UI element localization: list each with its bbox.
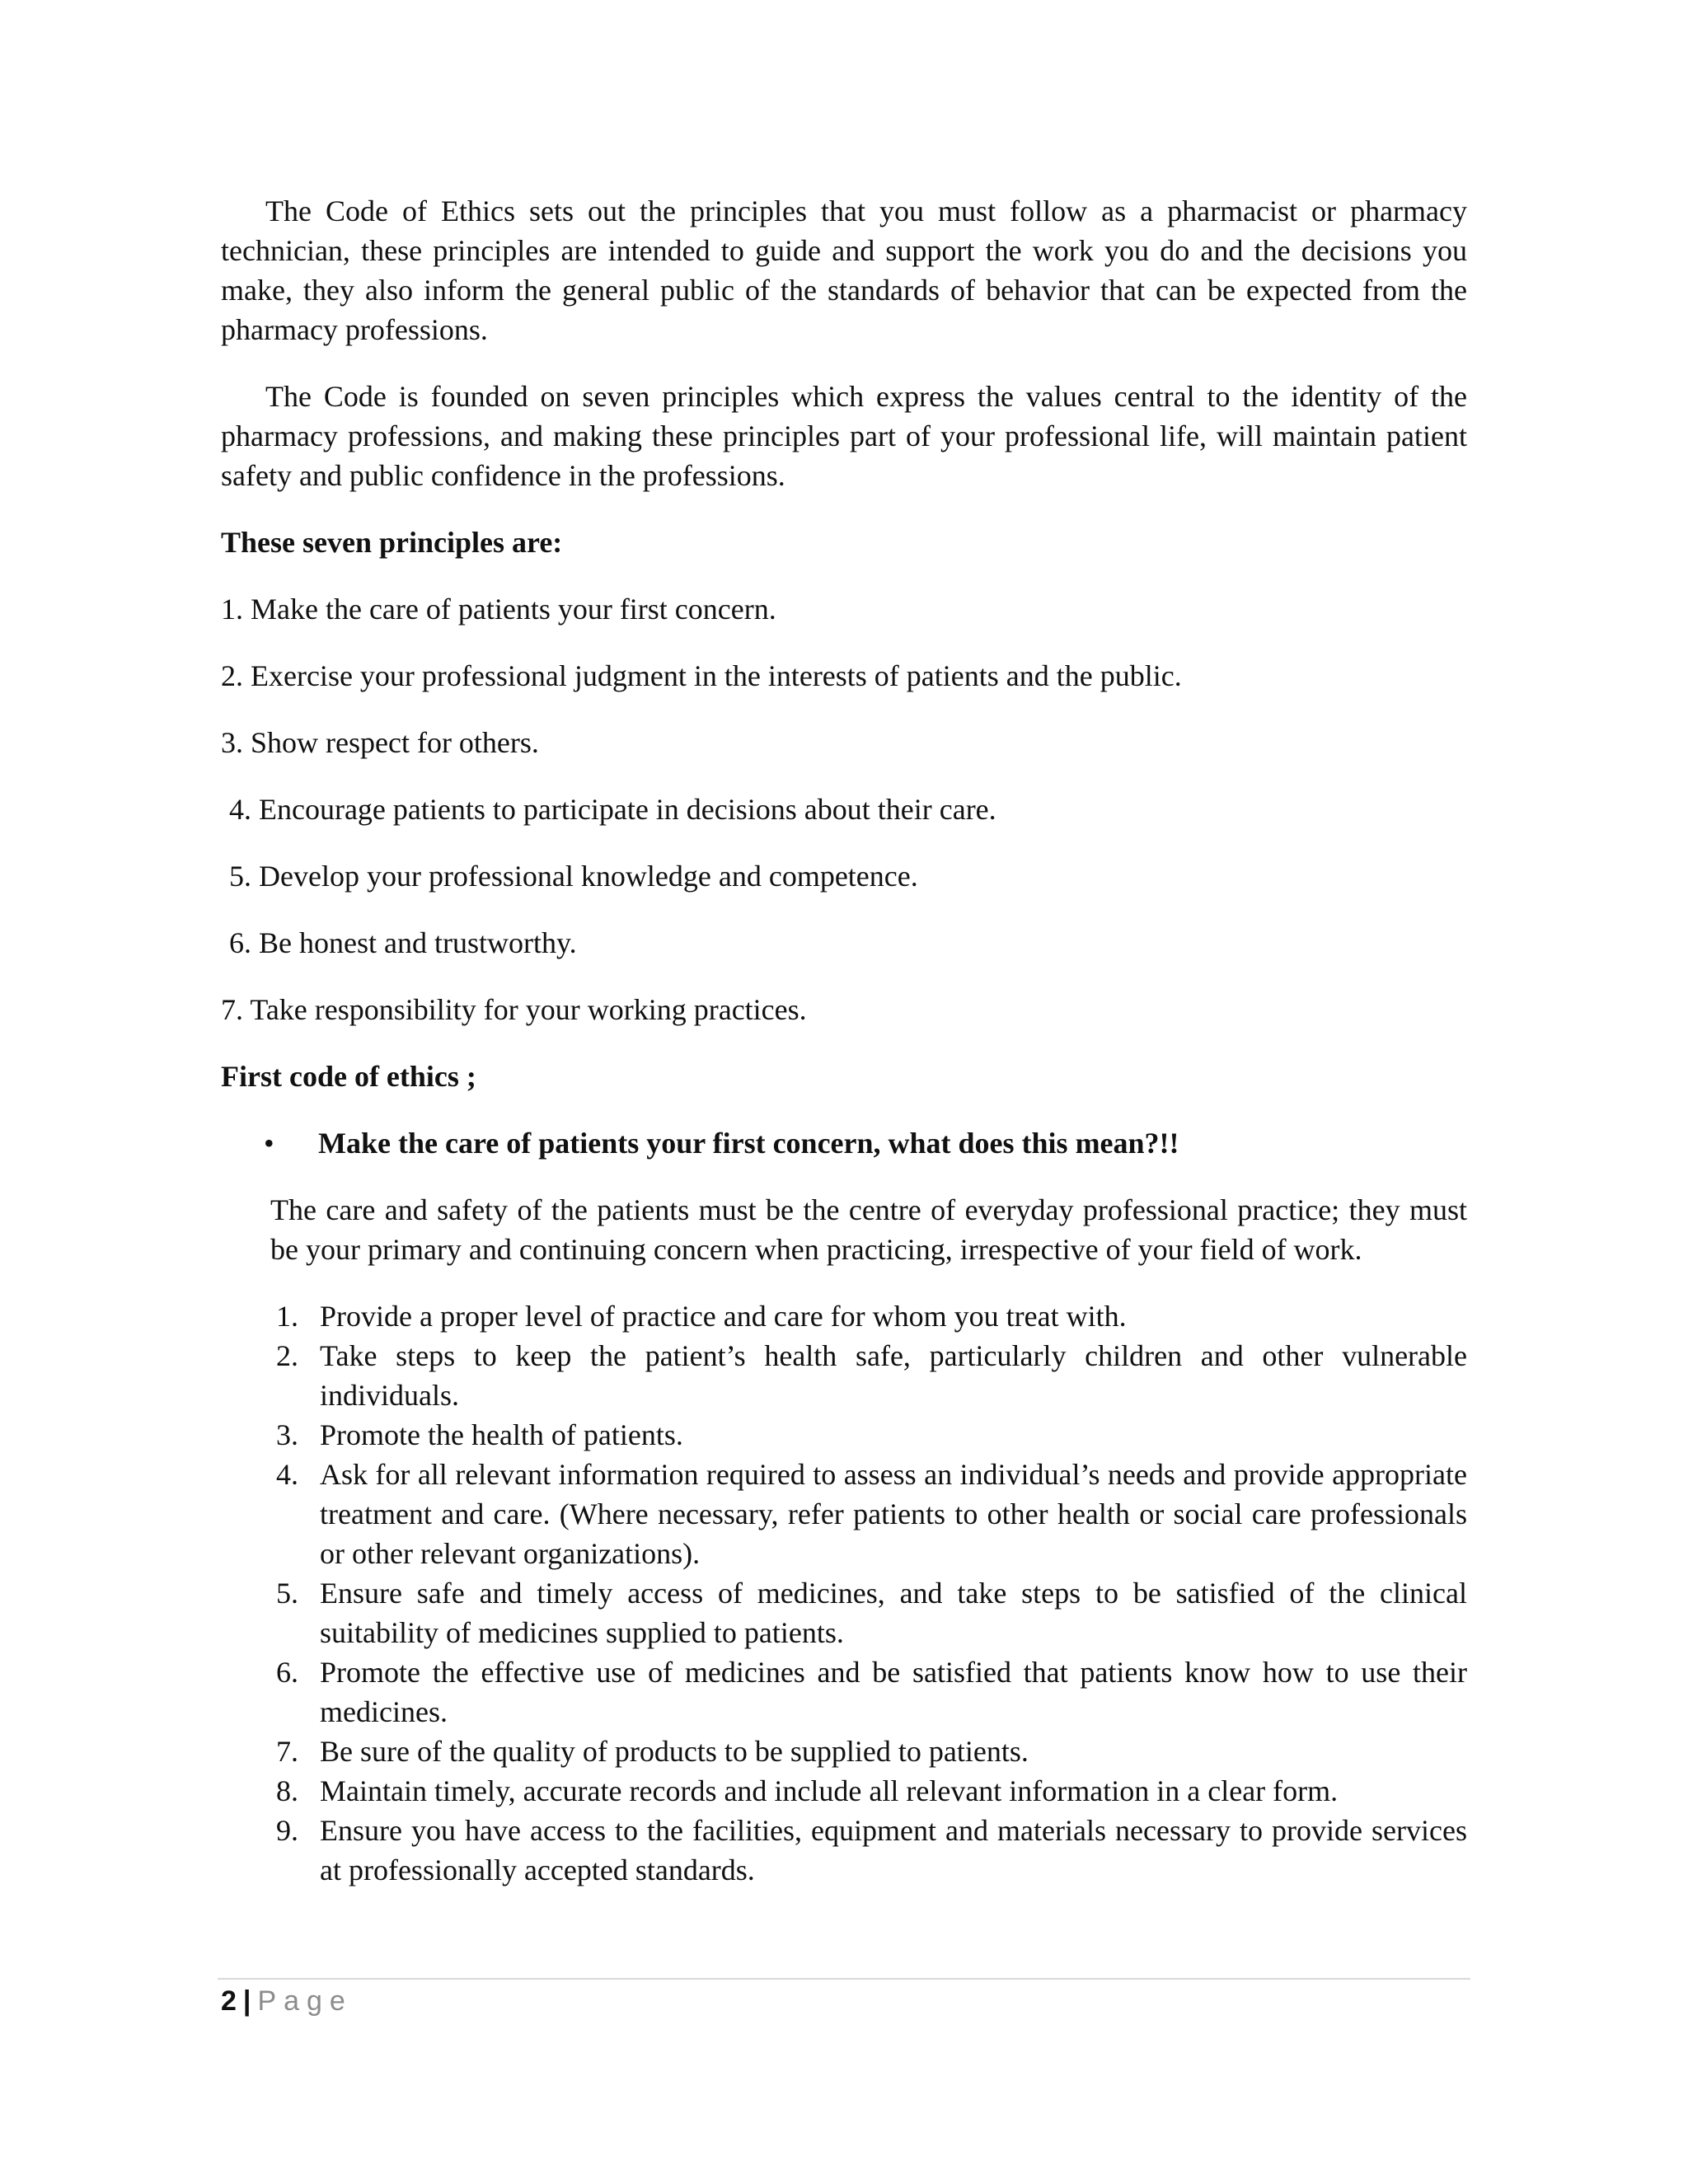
page-label: Page xyxy=(257,1985,353,2017)
first-code-explanation: The care and safety of the patients must be the centre of everyday professional practice; they must be your primary and continuing concern when practicing, irrespective of your field of work. xyxy=(270,1193,1467,1266)
list-item-number: 6. xyxy=(276,1656,298,1689)
list-item xyxy=(221,1771,1467,1811)
footer-separator: | xyxy=(242,1985,251,2017)
list-item-text: Promote the health of patients. xyxy=(320,1418,683,1451)
list-item-number: 8. xyxy=(276,1774,298,1807)
first-code-heading: First code of ethics ; xyxy=(221,1060,476,1093)
list-item xyxy=(221,1652,1467,1732)
intro-paragraph-1: The Code of Ethics sets out the principles that you must follow as a pharmacist or pharmacy technician, these principles are intended to guide and support the work you do and the decisions you make, they also inform the general public of the standards of behavior that can be expected from the pharmacy professions. xyxy=(221,194,1467,346)
principle-item-6: 6. Be honest and trustworthy. xyxy=(229,926,577,959)
list-item xyxy=(221,1415,1467,1455)
list-item-text: Provide a proper level of practice and care for whom you treat with. xyxy=(320,1300,1127,1333)
list-item-number: 1. xyxy=(276,1300,298,1333)
list-item-text: Promote the effective use of medicines and be satisfied that patients know how to use their medicines. xyxy=(320,1656,1467,1728)
page-number: 2 xyxy=(221,1985,237,2017)
list-item-text: Ensure you have access to the facilities, equipment and materials necessary to provide services at professionally accepted standards. xyxy=(320,1814,1467,1886)
list-item xyxy=(221,1336,1467,1415)
list-item xyxy=(221,1732,1467,1771)
list-item-text: Be sure of the quality of products to be supplied to patients. xyxy=(320,1735,1029,1768)
principles-heading: These seven principles are: xyxy=(221,526,563,559)
list-item xyxy=(221,1455,1467,1573)
principle-item-2: 2. Exercise your professional judgment in the interests of patients and the public. xyxy=(221,659,1182,692)
list-item-number: 9. xyxy=(276,1814,298,1847)
page-footer xyxy=(221,1981,353,2021)
list-item-text: Take steps to keep the patient’s health safe, particularly children and other vulnerable individuals. xyxy=(320,1339,1467,1412)
first-code-bullet-text: Make the care of patients your first concern, what does this mean?!! xyxy=(318,1127,1179,1160)
principle-item-5: 5. Develop your professional knowledge and competence. xyxy=(229,860,918,893)
list-item xyxy=(221,1296,1467,1336)
list-item-number: 5. xyxy=(276,1577,298,1610)
intro-paragraph-2: The Code is founded on seven principles which express the values central to the identity of the pharmacy professions, and making these principles part of your professional life, will maintain patient safety and public confidence in the professions. xyxy=(221,380,1467,492)
list-item xyxy=(221,1573,1467,1652)
principle-item-7: 7. Take responsibility for your working practices. xyxy=(221,993,807,1026)
list-item-text: Ask for all relevant information required to assess an individual’s needs and provide appropriate treatment and care. (Where necessary, refer patients to other health or social care professionals or other relevant organizations). xyxy=(320,1458,1467,1570)
first-code-list xyxy=(221,1296,1467,1890)
list-item-text: Maintain timely, accurate records and include all relevant information in a clear form. xyxy=(320,1774,1339,1807)
list-item xyxy=(221,1811,1467,1890)
first-code-bullet xyxy=(221,1123,1467,1163)
list-item-number: 4. xyxy=(276,1458,298,1491)
footer-divider xyxy=(218,1978,1470,1980)
principle-item-1: 1. Make the care of patients your first concern. xyxy=(221,593,776,626)
list-item-number: 3. xyxy=(276,1418,298,1451)
page-content xyxy=(221,191,1467,1890)
list-item-number: 7. xyxy=(276,1735,298,1768)
principle-item-3: 3. Show respect for others. xyxy=(221,726,539,759)
bullet-icon: • xyxy=(264,1127,274,1160)
list-item-number: 2. xyxy=(276,1339,298,1372)
list-item-text: Ensure safe and timely access of medicines, and take steps to be satisfied of the clinical suitability of medicines supplied to patients. xyxy=(320,1577,1467,1649)
principle-item-4: 4. Encourage patients to participate in decisions about their care. xyxy=(229,793,996,826)
